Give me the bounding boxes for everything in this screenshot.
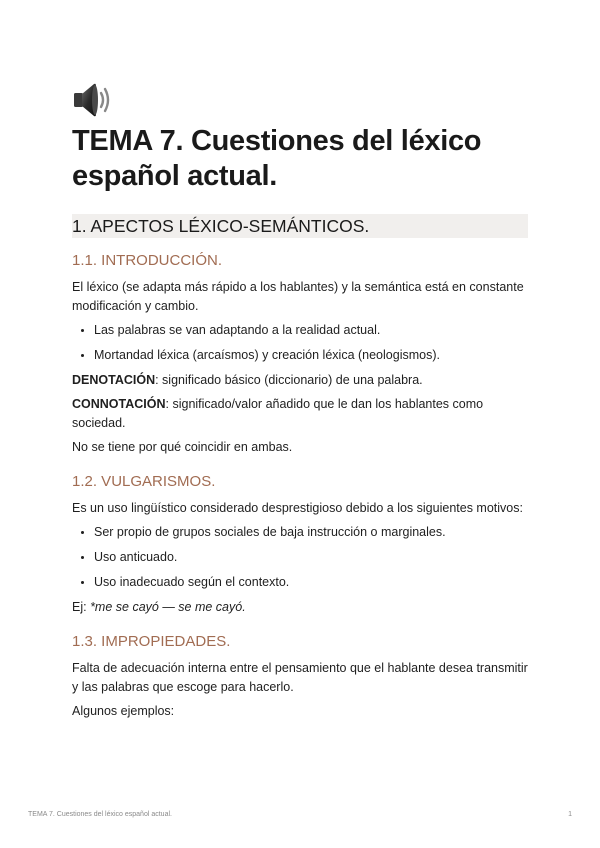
speaker-icon	[72, 80, 116, 120]
footer-title: TEMA 7. Cuestiones del léxico español actual.	[28, 811, 172, 818]
closing-paragraph: No se tiene por qué coincidir en ambas.	[72, 440, 293, 454]
page-content	[72, 80, 528, 726]
subsection-heading-1-3: 1.3. IMPROPIEDADES.	[72, 633, 231, 650]
denotacion-definition: : significado básico (diccionario) de una palabra.	[155, 373, 423, 387]
denotacion-term: DENOTACIÓN	[72, 373, 156, 387]
intro-paragraph: El léxico (se adapta más rápido a los hablantes) y la semántica está en constante modificación y cambio.	[72, 280, 524, 313]
connotacion-paragraph	[72, 395, 528, 433]
page-number: 1	[568, 811, 572, 818]
subsection-heading-1-1: 1.1. INTRODUCCIÓN.	[72, 252, 223, 269]
intro-bullet-list	[72, 321, 528, 365]
connotacion-term: CONNOTACIÓN	[72, 397, 166, 411]
document-title: TEMA 7. Cuestiones del léxico español actual.	[72, 125, 482, 192]
connotacion-definition: : significado/valor añadido que le dan los hablantes como sociedad.	[72, 397, 484, 430]
list-item: • Uso inadecuado según el contexto.	[94, 573, 528, 592]
vulgarismos-bullet-list	[72, 523, 528, 592]
list-item: • Las palabras se van adaptando a la realidad actual.	[94, 321, 528, 340]
subsection-heading-1-2: 1.2. VULGARISMOS.	[72, 473, 216, 490]
example-prefix: Ej:	[72, 600, 91, 614]
example-text: *me se cayó — se me cayó.	[90, 600, 246, 614]
list-item: • Uso anticuado.	[94, 548, 528, 567]
section-heading-1: 1. APECTOS LÉXICO-SEMÁNTICOS.	[72, 214, 528, 238]
page-footer	[28, 811, 572, 818]
denotacion-paragraph	[72, 371, 528, 390]
vulgarismos-intro: Es un uso lingüístico considerado desprestigioso debido a los siguientes motivos:	[72, 501, 523, 515]
impropiedades-closing: Algunos ejemplos:	[72, 704, 175, 718]
impropiedades-intro: Falta de adecuación interna entre el pensamiento que el hablante desea transmitir y las palabras que escoge para hacerlo.	[72, 661, 528, 694]
example-paragraph	[72, 598, 528, 617]
list-item: • Mortandad léxica (arcaísmos) y creación léxica (neologismos).	[94, 346, 528, 365]
list-item: • Ser propio de grupos sociales de baja instrucción o marginales.	[94, 523, 528, 542]
